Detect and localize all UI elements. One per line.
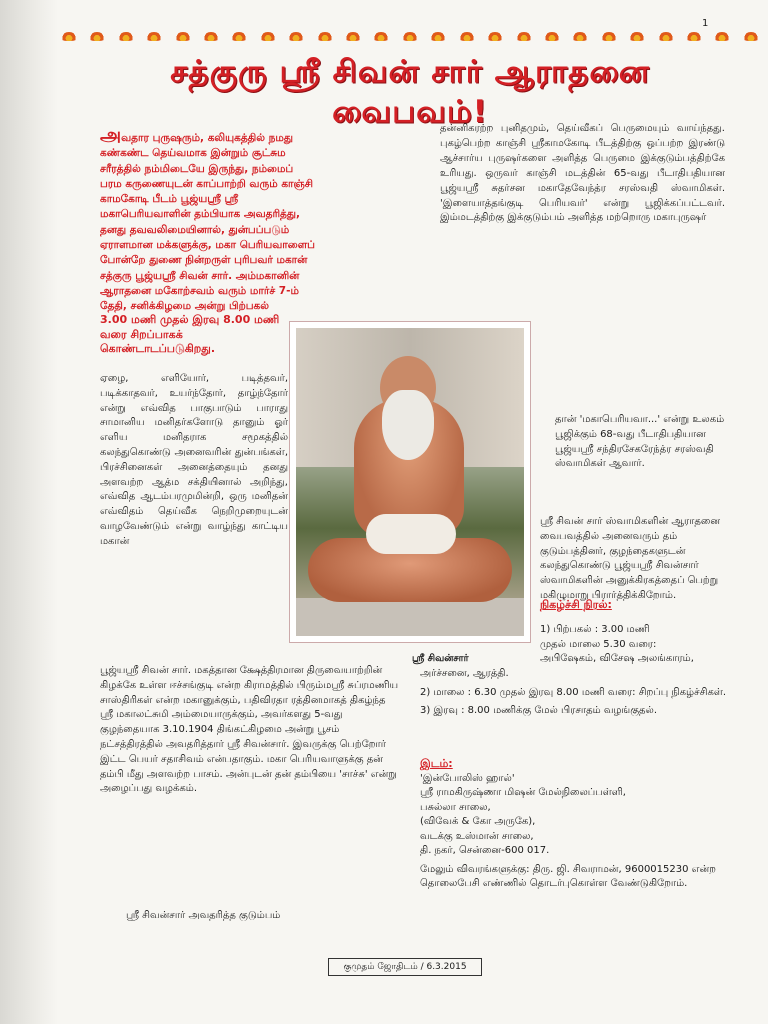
intro-paragraph bbox=[100, 124, 318, 315]
venue-line: 'இன்போலிஸ் ஹால்' bbox=[420, 772, 515, 784]
left-wide-text: பூஜ்யஸ்ரீ சிவன் சார். மகத்தான க்ஷேத்திரமான திருவையாற்றின் கிழக்கே உள்ள ஈச்சங்குடி என்ற கிராமத்தில் பிரும்மஸ்ரீ சுப்ரமணிய சாஸ்திரிகள் என்ற மகானுக்கும், பதிவிரதா ரத்தினமாகத் திகழ்ந்த ஸ்ரீ மகாலட்சுமி அம்மையாருக்கும், அவர்களது 5-வது குழந்தையாக 3.10.1904 திங்கட்கிழமை அன்று பூசம் நட்சத்திரத்தில் அவதரித்தார் ஸ்ரீ சிவன்சார். இவருக்கு பெற்றோர் இட்ட பெயர் சதாசிவம் என்பதாகும். மகா பெரியவாளுக்கு தன் தம்பி மீது அளவற்ற பாசம். அன்புடன் தன் தம்பியை 'சாச்சு' என்று அழைப்பது வழக்கம். bbox=[100, 665, 399, 795]
binding-shadow bbox=[0, 0, 58, 1024]
schedule-continued bbox=[420, 666, 730, 722]
right-narrow-text-2: ஸ்ரீ சிவன் சார் ஸ்வாமிகளின் ஆராதனை வைபவத்தில் அனைவரும் தம் குடும்பத்தினர், குழந்தைகளுடன் கலந்துகொண்டு பூஜ்யஸ்ரீ சிவன்சார் ஸ்வாமிகளின் அனுக்கிரகத்தைப் பெற்று மகிழுமாறு பிரார்த்திக்கிறோம். bbox=[540, 516, 721, 601]
schedule-item-1a: 1) பிற்பகல் : 3.00 மணி bbox=[540, 624, 650, 635]
venue-line: வடக்கு உஸ்மான் சாலை, bbox=[420, 830, 534, 842]
article-title bbox=[60, 52, 760, 132]
footer-publication: குமுதம் ஜோதிடம் / 6.3.2015 bbox=[328, 958, 482, 976]
schedule-item-2: 2) மாலை : 6.30 முதல் இரவு 8.00 மணி வரை: சிறப்பு நிகழ்ச்சிகள். bbox=[420, 686, 727, 698]
schedule-title: நிகழ்ச்சி நிரல்: bbox=[540, 598, 612, 611]
sivan-sar-photo bbox=[290, 322, 530, 642]
right-narrow-text: தான் 'மகாபெரியவா...' என்று உலகம் பூஜிக்கும் 68-வது பீடாதிபதியான பூஜ்யஸ்ரீ சந்திரசேகரேந்த்ர சரஸ்வதி ஸ்வாமிகள் ஆவார். bbox=[555, 414, 725, 470]
venue-line: தி. நகர், சென்னை-600 017. bbox=[420, 845, 550, 856]
intro-text: வதார புருஷரும், கலியுகத்தில் நமது கண்கண்ட தெய்வமாக இன்றும் சூட்சும சரீரத்தில் நம்மிடையே இருந்து, நம்மைப் பரம கருணையுடன் காப்பாற்றி வரும் காஞ்சி காமகோடி பீடம் பூஜ்யஸ்ரீ ஸ்ரீ மகாபெரியவாளின் தம்பியாக அவதரித்து, தனது தவவலிமையினால், துன்பப்படும் ஏராளமான மக்களுக்கு, மகா பெரியவாளைப் போன்றே துணை நின்றருள் புரிபவர் மகான் சத்குரு பூஜ்யஸ்ரீ சிவன் சார். அம்மகானின் ஆராதனை மகோற்சவம் வரும் மார்ச் 7-ம் தேதி, சனிக்கிழமை அன்று பிற்பகல் bbox=[100, 132, 315, 313]
bottom-left-text: ஸ்ரீ சிவன்சார் அவதரித்த குடும்பம் bbox=[126, 910, 281, 921]
contact-info: மேலும் விவரங்களுக்கு: திரு. ஜி. சிவராமன், 9600015230 என்ற தொலைபேசி எண்ணில் தொடர்புகொள்ள வேண்டுகிறோம். bbox=[420, 863, 716, 889]
left-column-text: ஏழை, எளியோர், படித்தவர், படிக்காதவர், உயர்ந்தோர், தாழ்ந்தோர் என்று எவ்வித பாகுபாடும் பாராது சாமானிய மனிதர்களோடு தானும் ஓர் எளிய மனிதராக சமூகத்தில் கலந்துகொண்டு அனைவரின் துன்பங்கள், பிரச்சினைகள் அனைத்தையும் தனது அளவற்ற ஆத்ம சக்தியினால் அறிந்து, எவ்வித ஆடம்பரமுமின்றி, ஒரு மனிதன் எவ்விதம் தெய்வீக நெறிமுறையுடன் வாழவேண்டும் என்று வாழ்ந்து காட்டிய மகான் bbox=[100, 373, 288, 547]
venue-line: (விவேக் & கோ அருகே), bbox=[420, 816, 536, 827]
schedule-item-3: 3) இரவு : 8.00 மணிக்கு மேல் பிரசாதம் வழங்குதல். bbox=[420, 705, 658, 716]
intro-tail: 3.00 மணி முதல் இரவு 8.00 மணி வரை சிறப்பாகக் கொண்டாடப்படுகிறது. bbox=[100, 313, 280, 355]
schedule bbox=[540, 598, 730, 667]
decorative-border bbox=[60, 28, 760, 44]
schedule-item-1b: முதல் மாலை 5.30 வரை: bbox=[540, 638, 657, 650]
schedule-item-1d: அர்ச்சனை, ஆரத்தி. bbox=[420, 668, 509, 679]
right-column-text: தன்னிகரற்ற புனிதமும், தெய்வீகப் பெருமையும் வாய்ந்தது. புகழ்பெற்ற காஞ்சி ஸ்ரீகாமகோடி பீடத்திற்கு ஒப்பற்ற இரண்டு ஆச்சார்ய புருஷர்களை அளித்த பெருமை இக்குடும்பத்திற்கே உரியது. ஒருவர் காஞ்சி மடத்தின் 65-வது பீடாதிபதியான பூஜ்யஸ்ரீ சுதர்சன மகாதேவேந்த்ர சரஸ்வதி ஸ்வாமிகள். 'இளையாத்தங்குடி பெரியவர்' என்று பூஜிக்கப்பட்டவர். இம்மடத்திற்கு இக்குடும்பம் அளித்த மற்றொரு மகாபுருஷர் bbox=[440, 123, 725, 224]
title-line-1: சத்குரு ஸ்ரீ சிவன் சார் ஆராதனை bbox=[170, 54, 650, 90]
schedule-item-1c: அபிஷேகம், விசேஷ அலங்காரம், bbox=[540, 653, 694, 664]
title-line-2: வைபவம்! bbox=[332, 94, 488, 130]
drop-cap: அ bbox=[100, 124, 122, 146]
venue-line: பசுல்லா சாலை, bbox=[420, 801, 491, 813]
page-number: 1 bbox=[702, 18, 709, 29]
venue-title: இடம்: bbox=[420, 757, 453, 770]
venue bbox=[420, 757, 730, 892]
venue-line: ஸ்ரீ ராமகிருஷ்ணா மிஷன் மேல்நிலைப்பள்ளி, bbox=[420, 787, 626, 798]
photo-caption: ஸ்ரீ சிவன்சார் bbox=[412, 653, 469, 664]
